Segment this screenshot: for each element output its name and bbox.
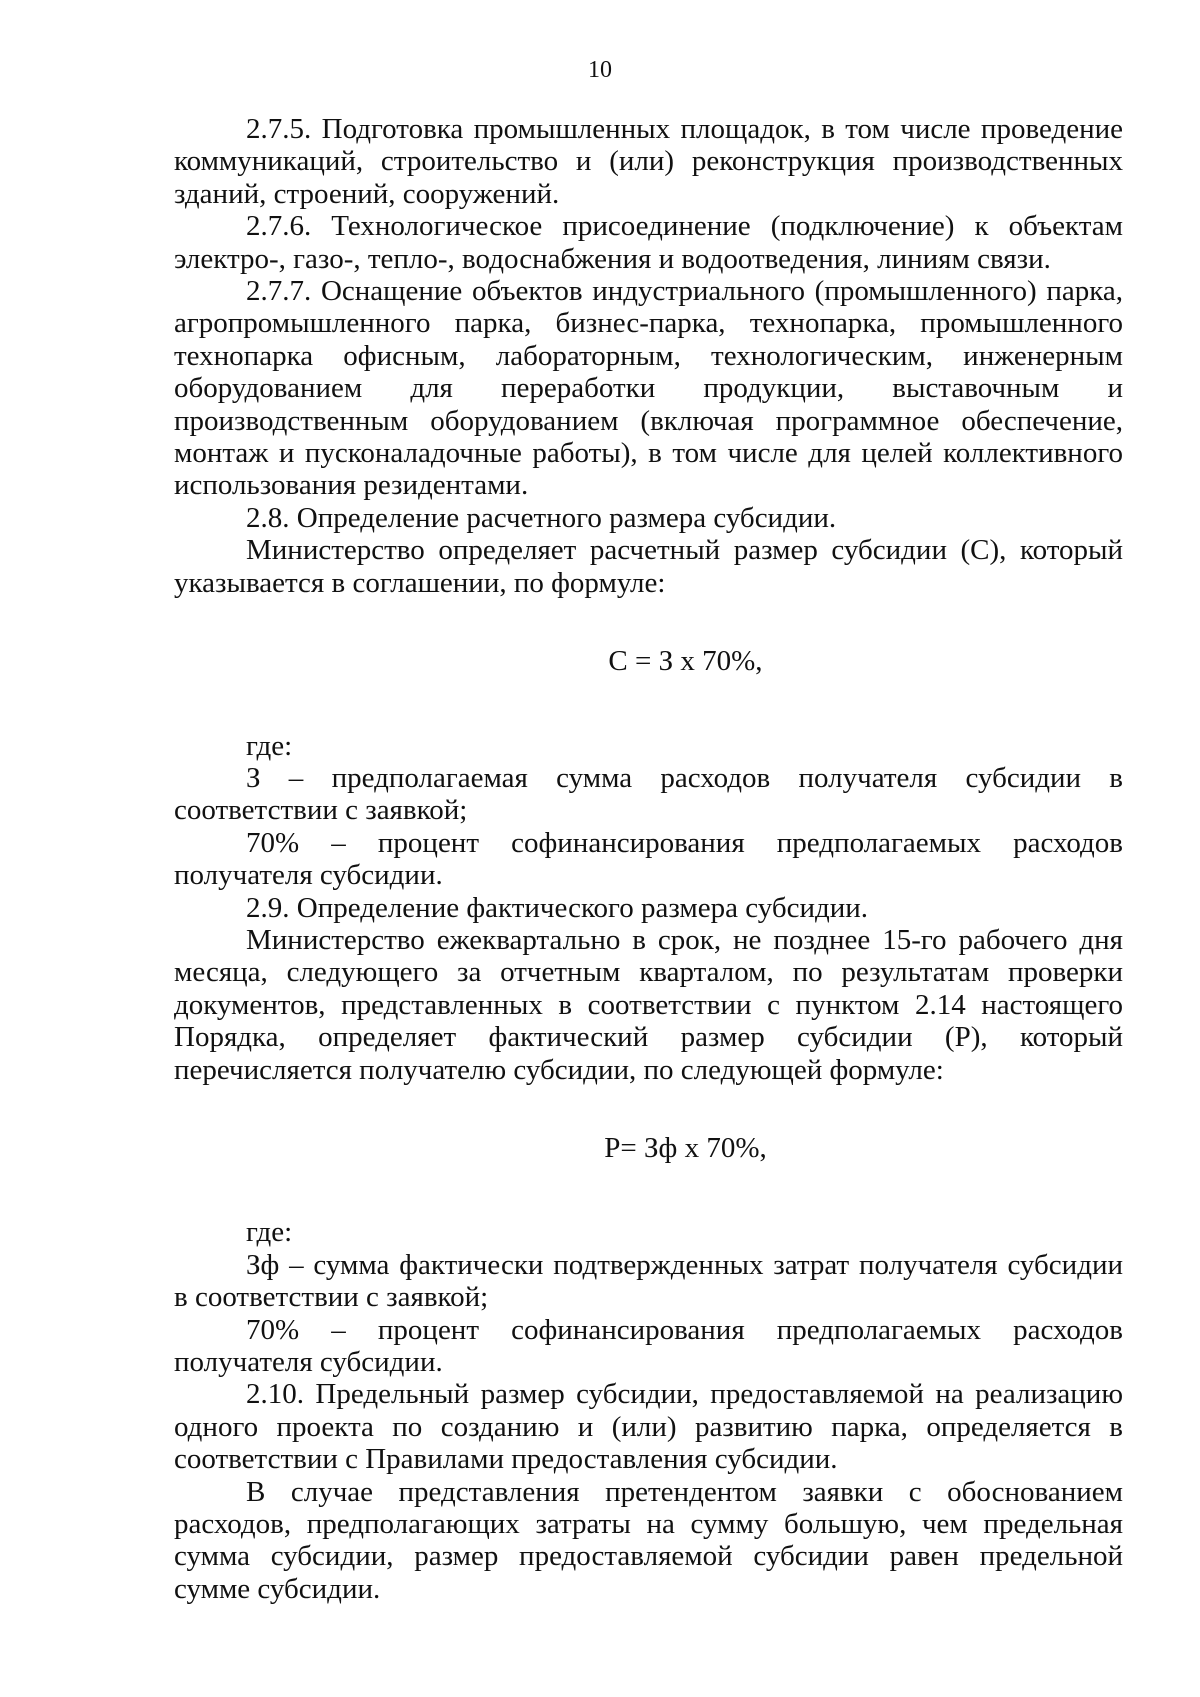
where-label-1: где: [246,729,293,762]
document-body [174,113,1123,1605]
definition-percent-2: 70% – процент софинансирования предполагаемых расходов получателя субсидии. [174,1313,1123,1378]
paragraph-2-9-text: Министерство ежеквартально в срок, не позднее 15-го рабочего дня месяца, следующего за отчетным кварталом, по результатам проверки документов, представленных в соответствии с пунктом 2.14 настоящего Порядка, определяет фактический размер субсидии (Р), который перечисляется получателю субсидии, по следующей формуле: [174,923,1123,1086]
formula-estimated-subsidy: С = З х 70%, [608,645,763,678]
where-label-2: где: [246,1216,293,1249]
paragraph-2-7-6: 2.7.6. Технологическое присоединение (подключение) к объектам электро-, газо-, тепло-, водоснабжения и водоотведения, линиям связи. [174,210,1123,275]
page-number: 10 [588,57,612,83]
paragraph-2-10: 2.10. Предельный размер субсидии, предоставляемой на реализацию одного проекта по созданию и (или) развитию парка, определяется в соответствии с Правилами предоставления субсидии. [174,1378,1123,1476]
definition-zf: Зф – сумма фактически подтвержденных затрат получателя субсидии в соответствии с заявкой; [174,1248,1123,1314]
paragraph-2-7-7: 2.7.7. Оснащение объектов индустриального (промышленного) парка, агропромышленного парка, бизнес-парка, технопарка, промышленного технопарка офисным, лабораторным, технологическим, инженерным оборудованием для переработки продукции, выставочным и производственным оборудованием (включая программное обеспечение, монтаж и пусконаладочные работы), в том числе для целей коллективного использования резидентами. [174,275,1123,502]
formula-actual-subsidy: Р= Зф х 70%, [604,1131,767,1164]
definition-percent-1: 70% – процент софинансирования предполагаемых расходов получателя субсидии. [174,826,1123,892]
paragraph-2-7-5: 2.7.5. Подготовка промышленных площадок, в том числе проведение коммуникаций, строительство и (или) реконструкция производственных зданий, строений, сооружений. [174,113,1123,210]
paragraph-2-10-case: В случае представления претендентом заявки с обоснованием расходов, предполагающих затраты на сумму большую, чем предельная сумма субсидии, размер предоставляемой субсидии равен предельной сумме субсидии. [174,1475,1123,1605]
paragraph-2-8-text: Министерство определяет расчетный размер субсидии (С), который указывается в соглашении, по формуле: [174,534,1123,599]
paragraph-2-8-heading: 2.8. Определение расчетного размера субсидии. [246,501,837,534]
definition-z: З – предполагаемая сумма расходов получателя субсидии в соответствии с заявкой; [174,761,1123,827]
paragraph-2-9-heading: 2.9. Определение фактического размера субсидии. [246,891,869,924]
